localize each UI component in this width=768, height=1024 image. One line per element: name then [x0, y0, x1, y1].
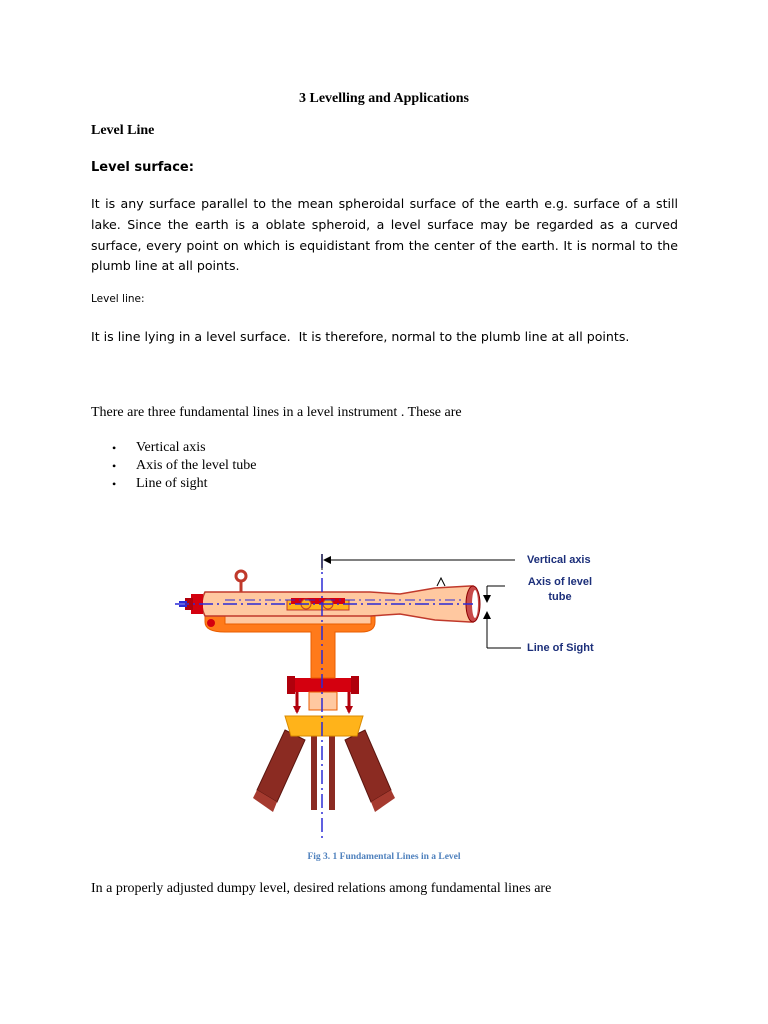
- paragraph-fundamental-lines: There are three fundamental lines in a level instrument . These are: [91, 405, 462, 420]
- tripod-left-leg: [253, 730, 305, 812]
- foresight: [437, 578, 445, 586]
- leveling-head-clamp: [287, 676, 359, 714]
- bullet-icon: •: [112, 441, 117, 455]
- list-item-text: Axis of the level tube: [136, 458, 257, 473]
- tripod-right-leg: [345, 730, 395, 812]
- bullet-icon: •: [112, 459, 117, 473]
- list-item: [91, 457, 257, 475]
- label-axis-of-level-line2: tube: [548, 591, 572, 603]
- label-axis-of-level-line1: Axis of level: [527, 576, 593, 588]
- figure-caption: Fig 3. 1 Fundamental Lines in a Level: [307, 852, 461, 862]
- tripod-center-legs: [311, 726, 335, 810]
- paragraph-dumpy-level: In a properly adjusted dumpy level, desired relations among fundamental lines are: [91, 881, 552, 896]
- label-vertical-axis: Vertical axis: [527, 554, 591, 566]
- ring-handle: [236, 571, 246, 592]
- heading-level-surface: Level surface:: [91, 160, 194, 175]
- page-title: 3 Levelling and Applications: [299, 91, 469, 106]
- paragraph-level-line: It is line lying in a level surface. It is therefore, normal to the plumb line at all points.: [91, 329, 630, 344]
- paragraph-level-surface: It is any surface parallel to the mean spheroidal surface of the earth e.g. surface of a still lake. Since the earth is a oblate spheroid, a level surface may be regarded as a curved surface, every point on which is equidistant from the center of the earth. It is normal to the plumb line at all points.: [91, 196, 678, 274]
- list-item-text: Line of sight: [136, 476, 208, 491]
- list-item-text: Vertical axis: [136, 440, 206, 455]
- list-item: [91, 439, 257, 457]
- list-item: [91, 475, 257, 493]
- level-instrument-figure: [165, 540, 605, 840]
- heading-level-line: Level Line: [91, 123, 155, 138]
- tripod-head: [285, 716, 363, 736]
- bullet-icon: •: [112, 477, 117, 491]
- fundamental-lines-list: [91, 439, 257, 493]
- subheading-level-line: Level line:: [91, 293, 145, 305]
- focusing-knob: [207, 619, 215, 627]
- label-line-of-sight: Line of Sight: [527, 642, 594, 654]
